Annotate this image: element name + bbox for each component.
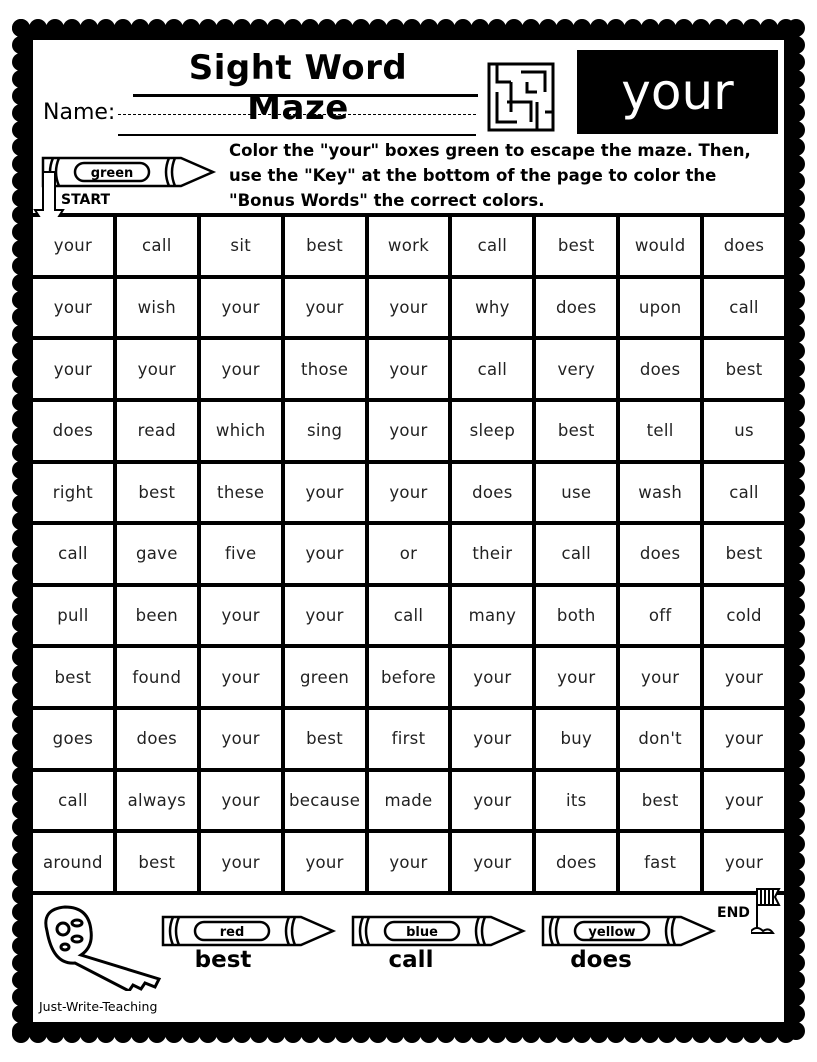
maze-cell[interactable]: call — [33, 525, 113, 583]
maze-cell[interactable]: gave — [117, 525, 197, 583]
maze-cell[interactable]: before — [369, 648, 449, 706]
maze-cell[interactable]: call — [452, 340, 532, 398]
maze-cell[interactable]: your — [285, 833, 365, 891]
flag-icon — [751, 885, 785, 937]
maze-cell[interactable]: upon — [620, 279, 700, 337]
maze-cell[interactable]: your — [33, 340, 113, 398]
maze-cell[interactable]: your — [536, 648, 616, 706]
crayon-color-label: blue — [406, 925, 438, 940]
maze-cell[interactable]: call — [369, 587, 449, 645]
maze-cell[interactable]: sleep — [452, 402, 532, 460]
maze-cell[interactable]: does — [117, 710, 197, 768]
maze-cell[interactable]: your — [201, 772, 281, 830]
maze-cell[interactable]: your — [369, 279, 449, 337]
maze-cell[interactable]: five — [201, 525, 281, 583]
maze-cell[interactable]: your — [369, 340, 449, 398]
maze-cell[interactable]: best — [285, 217, 365, 275]
maze-cell[interactable]: does — [536, 279, 616, 337]
maze-cell[interactable]: your — [33, 279, 113, 337]
maze-cell[interactable]: been — [117, 587, 197, 645]
maze-cell[interactable]: best — [33, 648, 113, 706]
maze-cell[interactable]: many — [452, 587, 532, 645]
maze-cell[interactable]: your — [201, 340, 281, 398]
maze-cell[interactable]: buy — [536, 710, 616, 768]
maze-cell[interactable]: us — [704, 402, 784, 460]
maze-cell[interactable]: both — [536, 587, 616, 645]
maze-cell[interactable]: your — [117, 340, 197, 398]
bonus-word: does — [570, 947, 632, 973]
crayon-color-label: yellow — [588, 925, 636, 940]
maze-cell[interactable]: your — [201, 833, 281, 891]
maze-cell[interactable]: best — [285, 710, 365, 768]
maze-cell[interactable]: because — [285, 772, 365, 830]
maze-cell[interactable]: use — [536, 464, 616, 522]
maze-cell[interactable]: don't — [620, 710, 700, 768]
name-writing-line[interactable] — [118, 134, 476, 136]
maze-cell[interactable]: cold — [704, 587, 784, 645]
maze-cell[interactable]: best — [117, 833, 197, 891]
maze-cell[interactable]: those — [285, 340, 365, 398]
maze-cell[interactable]: your — [201, 710, 281, 768]
maze-cell[interactable]: your — [704, 648, 784, 706]
maze-cell[interactable]: call — [704, 279, 784, 337]
crayon-icon — [39, 154, 217, 190]
maze-cell[interactable]: your — [285, 525, 365, 583]
maze-cell[interactable]: your — [33, 217, 113, 275]
maze-cell[interactable]: best — [704, 525, 784, 583]
maze-cell[interactable]: call — [704, 464, 784, 522]
maze-cell[interactable]: around — [33, 833, 113, 891]
maze-cell[interactable]: their — [452, 525, 532, 583]
maze-cell[interactable]: does — [620, 525, 700, 583]
credit-text: Just-Write-Teaching — [39, 999, 158, 1014]
maze-cell[interactable]: made — [369, 772, 449, 830]
maze-cell[interactable]: found — [117, 648, 197, 706]
maze-cell[interactable]: best — [704, 340, 784, 398]
maze-cell[interactable]: best — [117, 464, 197, 522]
maze-cell[interactable]: first — [369, 710, 449, 768]
maze-cell[interactable]: call — [33, 772, 113, 830]
maze-cell[interactable]: best — [536, 217, 616, 275]
maze-cell[interactable]: your — [369, 464, 449, 522]
crayon-icon — [159, 913, 337, 949]
maze-cell[interactable]: always — [117, 772, 197, 830]
maze-cell[interactable]: your — [452, 833, 532, 891]
key-icon — [37, 901, 169, 991]
maze-cell[interactable]: call — [536, 525, 616, 583]
maze-cell[interactable]: your — [201, 587, 281, 645]
start-label: START — [61, 192, 111, 208]
maze-cell[interactable]: your — [285, 279, 365, 337]
worksheet-footer — [33, 895, 784, 1022]
title-underline — [133, 94, 478, 97]
maze-cell[interactable]: your — [452, 648, 532, 706]
maze-cell[interactable]: your — [704, 772, 784, 830]
maze-cell[interactable]: read — [117, 402, 197, 460]
maze-cell[interactable]: fast — [620, 833, 700, 891]
maze-cell[interactable]: wash — [620, 464, 700, 522]
maze-cell[interactable]: very — [536, 340, 616, 398]
maze-cell[interactable]: best — [620, 772, 700, 830]
maze-cell[interactable]: your — [285, 464, 365, 522]
maze-cell[interactable]: its — [536, 772, 616, 830]
maze-cell[interactable]: your — [704, 833, 784, 891]
crayon-color-label: green — [90, 166, 134, 181]
maze-cell[interactable]: these — [201, 464, 281, 522]
maze-cell[interactable]: or — [369, 525, 449, 583]
maze-cell[interactable]: your — [201, 279, 281, 337]
maze-cell[interactable]: your — [452, 772, 532, 830]
maze-cell[interactable]: your — [201, 648, 281, 706]
maze-cell[interactable]: your — [285, 587, 365, 645]
target-word-box: your — [577, 50, 778, 134]
maze-cell[interactable]: green — [285, 648, 365, 706]
maze-cell[interactable]: your — [620, 648, 700, 706]
maze-cell[interactable]: tell — [620, 402, 700, 460]
maze-cell[interactable]: your — [704, 710, 784, 768]
maze-grid — [33, 217, 784, 891]
maze-cell[interactable]: work — [369, 217, 449, 275]
bonus-word: call — [388, 947, 434, 973]
maze-cell[interactable]: your — [369, 833, 449, 891]
name-writing-line-dashed — [118, 114, 476, 115]
crayon-icon — [349, 913, 527, 949]
maze-cell[interactable]: does — [33, 402, 113, 460]
maze-cell[interactable]: does — [536, 833, 616, 891]
page-title: Sight Word Maze — [188, 48, 408, 128]
maze-cell[interactable]: does — [620, 340, 700, 398]
maze-icon — [487, 62, 555, 132]
instructions-text: Color the "your" boxes green to escape the maze. Then, use the "Key" at the bottom of the page to color the "Bonus Words" the correct colors. — [229, 141, 751, 210]
worksheet-header — [33, 40, 784, 213]
maze-cell[interactable]: does — [452, 464, 532, 522]
maze-cell[interactable]: your — [369, 402, 449, 460]
crayon-icon — [539, 913, 717, 949]
maze-cell[interactable]: right — [33, 464, 113, 522]
maze-cell[interactable]: pull — [33, 587, 113, 645]
maze-cell[interactable]: best — [536, 402, 616, 460]
maze-cell[interactable]: would — [620, 217, 700, 275]
maze-cell[interactable]: wish — [117, 279, 197, 337]
crayon-color-label: red — [219, 925, 245, 940]
maze-cell[interactable]: why — [452, 279, 532, 337]
maze-cell[interactable]: your — [452, 710, 532, 768]
end-label: END — [717, 905, 750, 921]
maze-cell[interactable]: which — [201, 402, 281, 460]
maze-cell[interactable]: goes — [33, 710, 113, 768]
maze-cell[interactable]: sing — [285, 402, 365, 460]
maze-cell[interactable]: sit — [201, 217, 281, 275]
maze-cell[interactable]: call — [117, 217, 197, 275]
name-label: Name: — [43, 100, 116, 125]
maze-cell[interactable]: does — [704, 217, 784, 275]
maze-cell[interactable]: call — [452, 217, 532, 275]
maze-cell[interactable]: off — [620, 587, 700, 645]
bonus-word: best — [194, 947, 252, 973]
